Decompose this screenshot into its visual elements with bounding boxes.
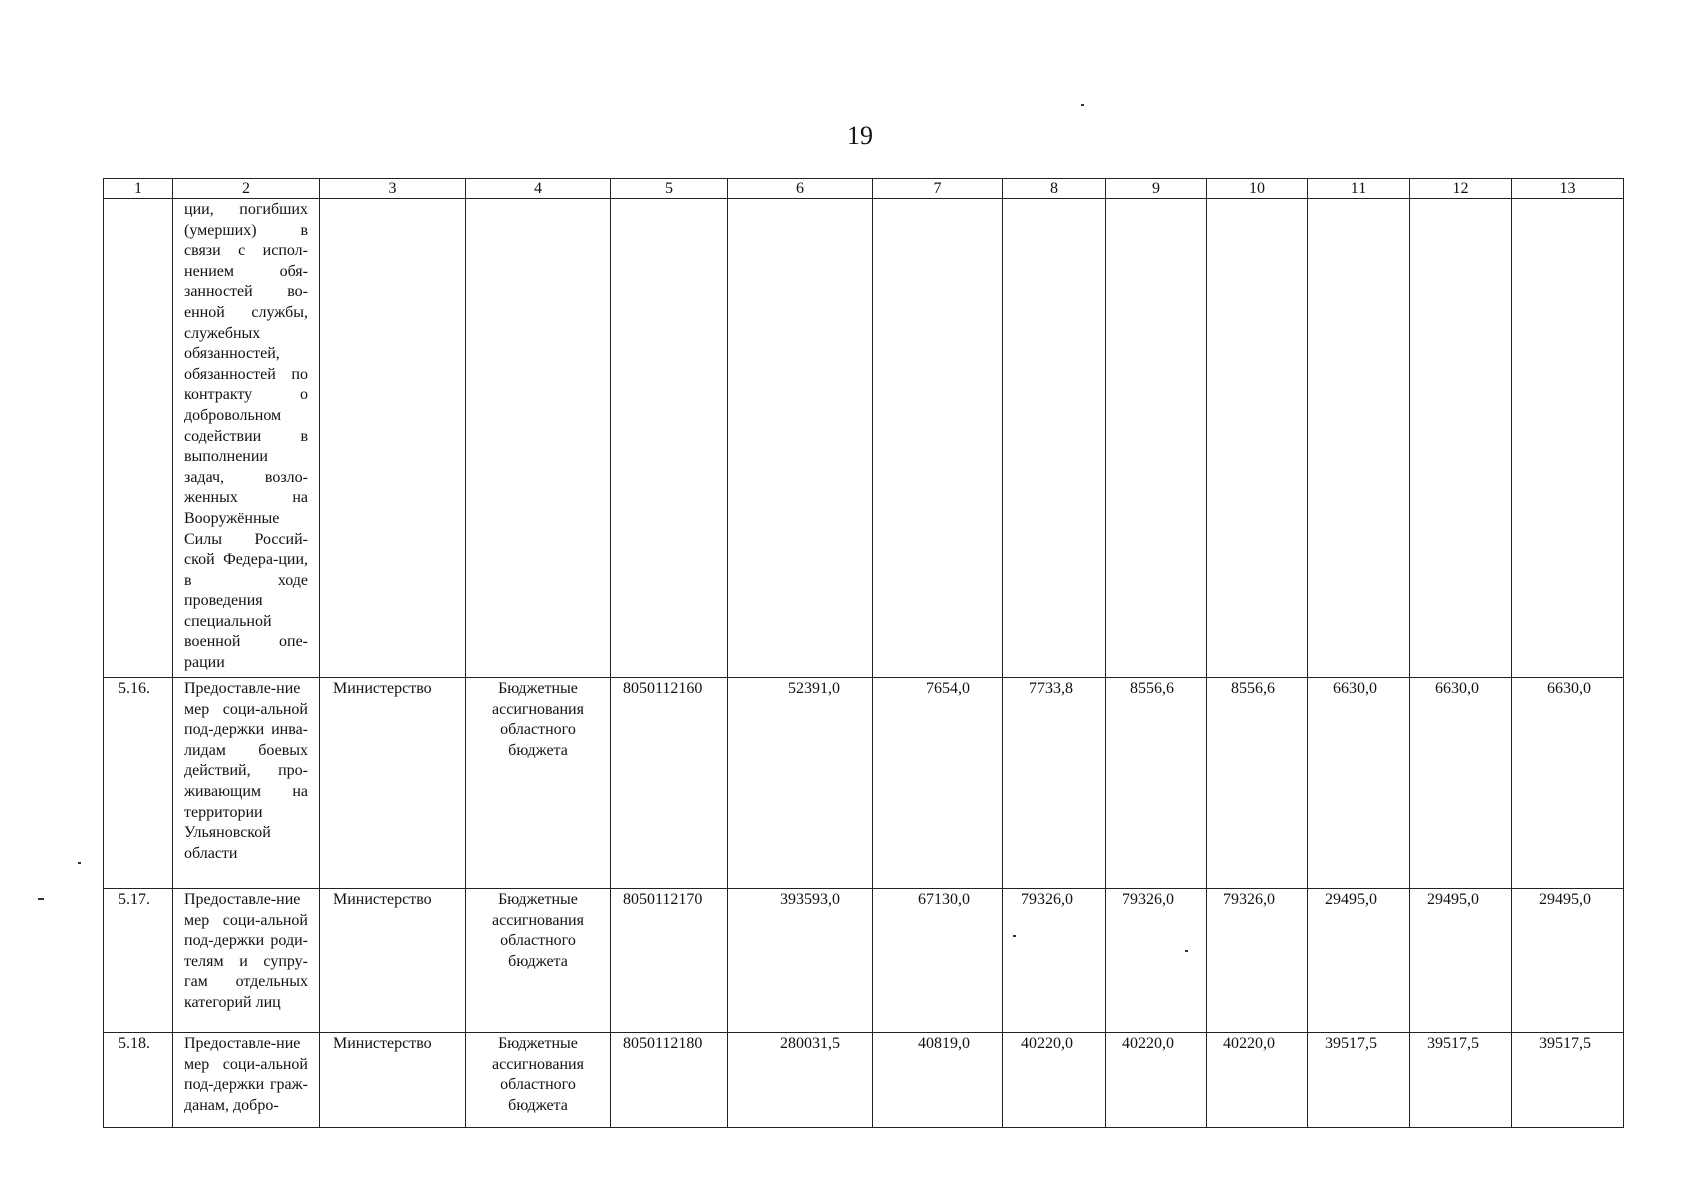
row-value: 40220,0	[1003, 1033, 1106, 1128]
column-header: 12	[1410, 179, 1512, 199]
row-value: 7733,8	[1003, 678, 1106, 889]
row-value	[1207, 199, 1308, 678]
column-header: 11	[1308, 179, 1410, 199]
scan-speck	[1081, 104, 1084, 106]
column-header: 8	[1003, 179, 1106, 199]
row-value: 39517,5	[1512, 1033, 1624, 1128]
row-value: 6630,0	[1512, 678, 1624, 889]
scan-speck	[1013, 935, 1016, 937]
scan-speck	[38, 898, 44, 900]
column-header: 2	[173, 179, 320, 199]
row-value: 40220,0	[1106, 1033, 1207, 1128]
row-value	[1003, 199, 1106, 678]
row-budget-code: 8050112170	[611, 889, 728, 1033]
row-value: 6630,0	[1410, 678, 1512, 889]
table-row-5-18	[104, 1033, 1624, 1128]
column-header: 1	[104, 179, 173, 199]
column-header: 7	[873, 179, 1003, 199]
row-description: ции, погибших (умерших) в связи с испол-нением обя-занностей во-енной службы, служебных обязанностей, обязанностей по контракту о добровольном содействии в выполнении задач, возло-женных на Вооружённые Силы Россий-ской Федера-ции, в ходе проведения специальной военной опе-рации	[173, 199, 320, 678]
row-value: 79326,0	[1003, 889, 1106, 1033]
row-value: 39517,5	[1410, 1033, 1512, 1128]
row-value	[1106, 199, 1207, 678]
row-budget-code	[611, 199, 728, 678]
row-value: 39517,5	[1308, 1033, 1410, 1128]
row-value: 79326,0	[1106, 889, 1207, 1033]
row-description: Предоставле-ние мер соци-альной под-держки инва-лидам боевых действий, про-живающим на территории Ульяновской области	[173, 678, 320, 889]
row-description: Предоставле-ние мер соци-альной под-держки роди-телям и супру-гам отдельных категорий лиц	[173, 889, 320, 1033]
column-header: 4	[466, 179, 611, 199]
column-header: 10	[1207, 179, 1308, 199]
column-header-row	[104, 179, 1624, 199]
row-value: 393593,0	[728, 889, 873, 1033]
row-funding-source: Бюджетные ассигнования областного бюджета	[466, 1033, 611, 1128]
table-row-5-17	[104, 889, 1624, 1033]
row-number	[104, 199, 173, 678]
row-budget-code: 8050112160	[611, 678, 728, 889]
row-value: 7654,0	[873, 678, 1003, 889]
column-header: 5	[611, 179, 728, 199]
row-value: 79326,0	[1207, 889, 1308, 1033]
table-row-5-16	[104, 678, 1624, 889]
row-number: 5.16.	[104, 678, 173, 889]
scan-speck	[78, 862, 81, 864]
column-header: 3	[320, 179, 466, 199]
row-number: 5.18.	[104, 1033, 173, 1128]
row-executor: Министерство	[320, 889, 466, 1033]
row-value: 52391,0	[728, 678, 873, 889]
row-value: 40220,0	[1207, 1033, 1308, 1128]
row-executor: Министерство	[320, 1033, 466, 1128]
row-value: 8556,6	[1207, 678, 1308, 889]
row-budget-code: 8050112180	[611, 1033, 728, 1128]
row-executor: Министерство	[320, 678, 466, 889]
row-funding-source: Бюджетные ассигнования областного бюджета	[466, 889, 611, 1033]
budget-table	[103, 178, 1624, 1128]
row-value	[1308, 199, 1410, 678]
row-value: 8556,6	[1106, 678, 1207, 889]
row-executor	[320, 199, 466, 678]
row-value: 29495,0	[1512, 889, 1624, 1033]
column-header: 9	[1106, 179, 1207, 199]
row-value: 6630,0	[1308, 678, 1410, 889]
row-value	[1512, 199, 1624, 678]
row-value: 29495,0	[1308, 889, 1410, 1033]
column-header: 13	[1512, 179, 1624, 199]
row-value	[1410, 199, 1512, 678]
row-value: 29495,0	[1410, 889, 1512, 1033]
column-header: 6	[728, 179, 873, 199]
row-funding-source: Бюджетные ассигнования областного бюджета	[466, 678, 611, 889]
table-row-continuation	[104, 199, 1624, 678]
scan-speck	[1185, 950, 1188, 952]
row-value: 67130,0	[873, 889, 1003, 1033]
row-funding-source	[466, 199, 611, 678]
page-number: 19	[847, 121, 873, 150]
row-value	[873, 199, 1003, 678]
row-value: 40819,0	[873, 1033, 1003, 1128]
row-description: Предоставле-ние мер соци-альной под-держки граж-данам, добро-	[173, 1033, 320, 1128]
row-value	[728, 199, 873, 678]
row-value: 280031,5	[728, 1033, 873, 1128]
row-number: 5.17.	[104, 889, 173, 1033]
